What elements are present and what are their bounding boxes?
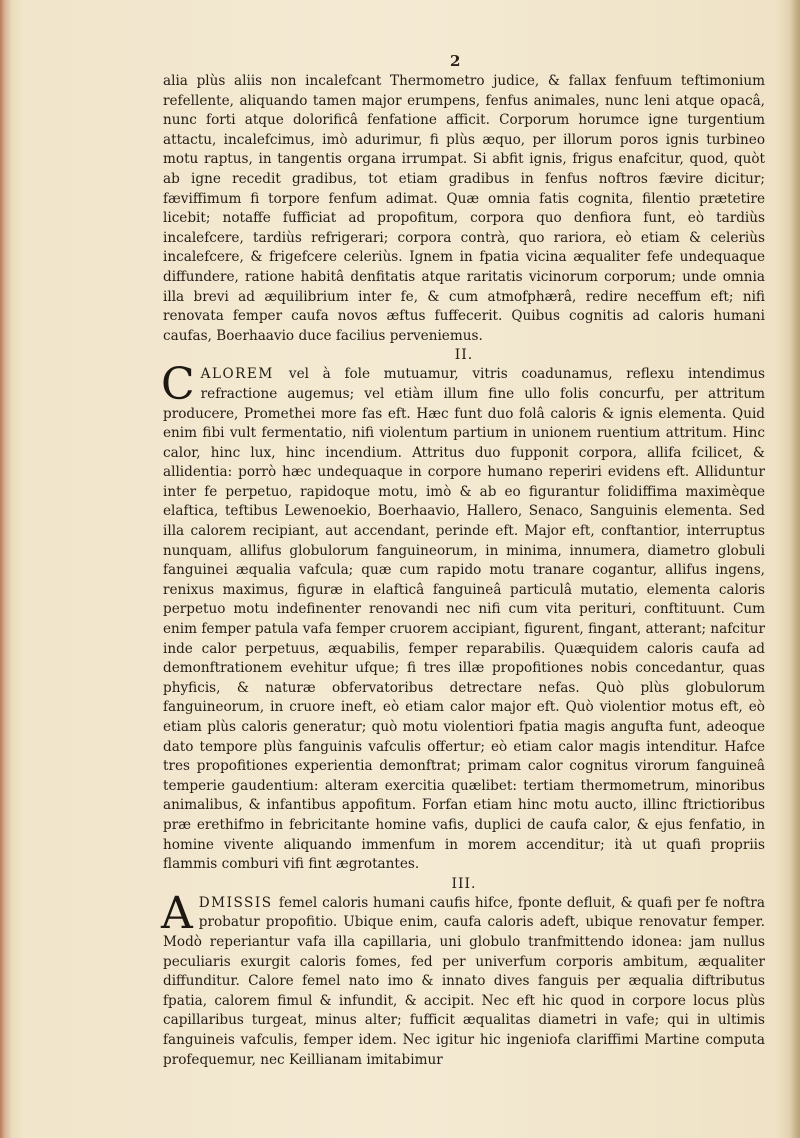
section-number-3: III. (451, 875, 477, 892)
section-3-lead-word: DMISSIS (198, 894, 279, 911)
section-3-paragraph (161, 887, 765, 1070)
section-2-paragraph (161, 359, 765, 874)
page-edge-left (0, 0, 12, 1138)
section-number-2: II. (454, 347, 474, 364)
section-3-text: femel caloris humani caufis hifce, fponte defluit, & quafi per fe noftra probatur propofitio. Ubique enim, caufa caloris adeft, ubique renovatur femper. Modò reperiantur vafa illa capillaria, uni globulo tranfmittendo idonea: jam nullus peculiaris exurgit caloris fomes, fed per univerfum corporis ambitum, æqualiter diffunditur. Calore femel nato imo & innato dives fanguis per æqualia diftributus fpatia, calorem fimul & infundit, & accipit. Nec eft hic quod in corpore locus plùs capillaribus turgeat, minus alter; fufficit æqualitas diametri in vafe; qui in ultimis fanguineis vafculis, femper idem. Nec igitur hic ingeniofa clariffimi Martine computa profequemur, nec Keillianam imitabimur (163, 894, 765, 1068)
dropcap-a: A (161, 887, 193, 939)
page-edge-right (790, 0, 800, 1138)
section-2-lead-word: ALOREM (200, 366, 289, 383)
paragraph-1: alia plùs aliis non incalefcant Thermometro judice, & fallax fenfuum teftimonium refellente, aliquando tamen major erumpens, fenfus animales, nunc leni atque opacâ, nunc forti atque dolorificâ fenfatione afficit. Corporum horumce igne turgentium attactu, incalefcimus, imò adurimur, fi plùs æquo, per illorum poros ignis turbineo motu raptus, in tangentis organa irrumpat. Si abfit ignis, frigus enafcitur, quod, quòt ab igne recedit gradibus, tot etiam gradibus in fenfus noftros fævire dicitur; fæviffimum fi torpore fenfum adimat. Quæ omnia fatis cognita, filentio prætetire licebit; notaffe fufficiat ad propofitum, corpora quo denfiora funt, eò tardiùs incalefcere, tardiùs refrigerari; corpora contrà, quo rariora, eò etiam & celeriùs incalefcere, & frigefcere celeriùs. Ignem in fpatia vicina æqualiter fefe undequaque diffundere, ratione habitâ denfitatis atque raritatis vicinorum corporum; unde omnia illa brevi ad æquilibrium inter fe, & cum atmofphærâ, redire neceffum eft; nifi renovata femper caufa novos æftus fuffecerit. Quibus cognitis ad caloris humani caufas, Boerhaavio duce facilius perveniemus. (163, 73, 765, 344)
section-2-text: vel à fole mutuamur, vitris coadunamus, reflexu intendimus refractione augemus; vel etiàm illum fine ullo folis concurfu, per attritum producere, Promethei more fas eft. Hæc funt duo folâ caloris & ignis elementa. Quid enim fibi vult fermentatio, nifi violentum partium in unionem ruentium attritum. Hinc calor, hinc lux, hinc incendium. Attritus duo fupponit corpora, allifa fcilicet, & allidentia: porrò hæc undequaque in corpore humano reperiri evidens eft. Alliduntur inter fe perpetuo, rapidoque motu, imò & ab eo figurantur folidiffima maximèque elaftica, teftibus Lewenoekio, Boerhaavio, Hallero, Senaco, Sanguinis elementa. Sed illa calorem recipiant, aut accendant, perinde eft. Major eft, conftantior, interruptus nunquam, allifus globulorum fanguineorum, in minima, innumera, diametro globuli fanguinei æqualia vafcula; quæ cum rapido motu tranare cogantur, allifus ingens, renixus maximus, figuræ in elafticâ fanguineâ particulâ mutatio, elementa caloris perpetuo motu indefinenter renovandi nec nifi cum vita perituri, conftituunt. Cum enim femper patula vafa femper cruorem accipiant, figurent, fingant, atterant; nafcitur inde calor perpetuus, æquabilis, femper reparabilis. Quæquidem caloris caufa ad demonftrationem evehitur ufque; fi tres illæ propofitiones nobis concedantur, quas phyficis, & naturæ obfervatoribus detrectare nefas. Quò plùs globulorum fanguineorum, in cruore ineft, eò etiam calor major eft. Quò violentior motus eft, eò etiam plùs caloris generatur; quò motu violentiori fpatia magis angufta funt, adeoque dato tempore plùs fanguinis vafculis offertur; eò etiam calor magis intenditur. Hafce tres propofitiones experientia demonftrat; primam calor cognitus virorum fanguineâ temperie gaudentium: alteram exercitia quælibet: tertiam thermometrum, minoribus animalibus, & infantibus appofitum. Forfan etiam hinc motu aucto, illinc ftrictioribus præ erethifmo in febricitante homine vafis, duplici de caufa calor, & ejus fenfatio, in homine vivente aliquando immenfum in morem accenditur; ità ut quafi propriis flammis comburi vifi fint ægrotantes. (163, 366, 765, 873)
main-text (163, 72, 765, 1070)
dropcap-c: C (161, 359, 195, 411)
page-number: 2 (450, 52, 461, 70)
